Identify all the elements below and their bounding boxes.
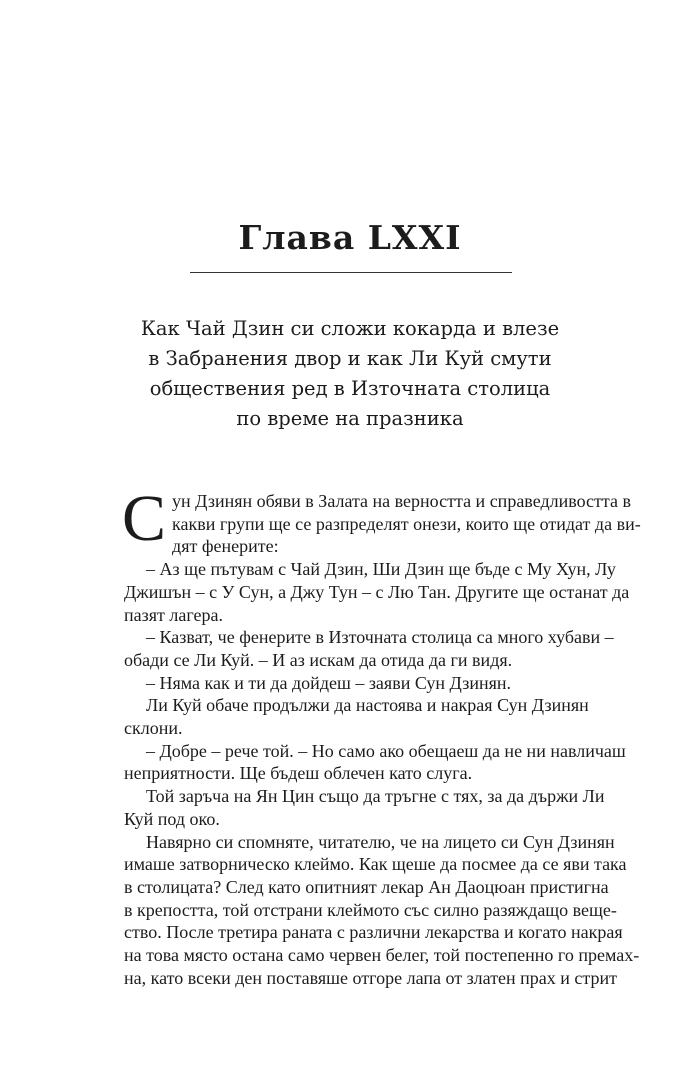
body-line: Той заръча на Ян Цин също да тръгне с тях, за да държи Ли bbox=[146, 786, 605, 807]
body-line: имаше затворническо клеймо. Как щеше да посмее да се яви така bbox=[124, 854, 627, 875]
body-line: пазят лагера. bbox=[124, 604, 223, 625]
drop-cap: С bbox=[122, 482, 167, 555]
body-line: Куй под око. bbox=[124, 808, 220, 829]
body-line: какви групи ще се разпределят онези, които ще отидат да ви- bbox=[172, 513, 641, 534]
subtitle-line: по време на празника bbox=[236, 407, 464, 430]
body-line: – Няма как и ти да дойдеш – заяви Сун Дзинян. bbox=[146, 672, 512, 693]
body-line: на, като всеки ден поставяше отгоре лапа от златен прах и стрит bbox=[124, 967, 618, 988]
body-line: неприятности. Ще бъдеш облечен като слуга. bbox=[124, 763, 473, 784]
body-line: Ли Куй обаче продължи да настоява и накрая Сун Дзинян bbox=[146, 695, 589, 716]
body-line: на това място остана само червен белег, той постепенно го премах- bbox=[124, 945, 640, 966]
body-line: – Аз ще пътувам с Чай Дзин, Ши Дзин ще бъде с Му Хун, Лу bbox=[146, 559, 616, 580]
subtitle-line: Как Чай Дзин си сложи кокарда и влезе bbox=[140, 317, 560, 340]
body-line: – Добре – рече той. – Но само ако обещаеш да не ни навличаш bbox=[146, 740, 626, 761]
body-line: в крепостта, той отстрани клеймото със силно разяждащо веще- bbox=[124, 899, 617, 920]
body-line: ство. После третира раната с различни лекарства и когато накрая bbox=[124, 922, 623, 943]
body-lines bbox=[122, 482, 641, 989]
chapter-subtitle bbox=[100, 314, 600, 434]
body-line: дят фенерите: bbox=[172, 536, 279, 557]
body-line: Джишън – с У Сун, а Джу Тун – с Лю Тан. Другите ще останат да bbox=[124, 581, 630, 602]
body-line: Навярно си спомняте, читателю, че на лицето си Сун Дзинян bbox=[146, 831, 615, 852]
body-line: склони. bbox=[124, 718, 183, 739]
body-line: обади се Ли Куй. – И аз искам да отида да ги видя. bbox=[124, 649, 513, 670]
subtitle-line: обществения ред в Източната столица bbox=[149, 377, 551, 400]
body-line: в столицата? След като опитният лекар Ан Даоцюан пристигна bbox=[124, 876, 609, 897]
title-divider bbox=[190, 272, 512, 273]
subtitle-line: в Забранения двор и как Ли Куй смути bbox=[148, 347, 552, 370]
body-text bbox=[122, 482, 641, 989]
chapter-title: Глава LXXI bbox=[238, 218, 462, 257]
body-line: – Казват, че фенерите в Източната столица са много хубави – bbox=[146, 627, 614, 648]
body-line: ун Дзинян обяви в Залата на верността и справедливостта в bbox=[172, 491, 631, 511]
